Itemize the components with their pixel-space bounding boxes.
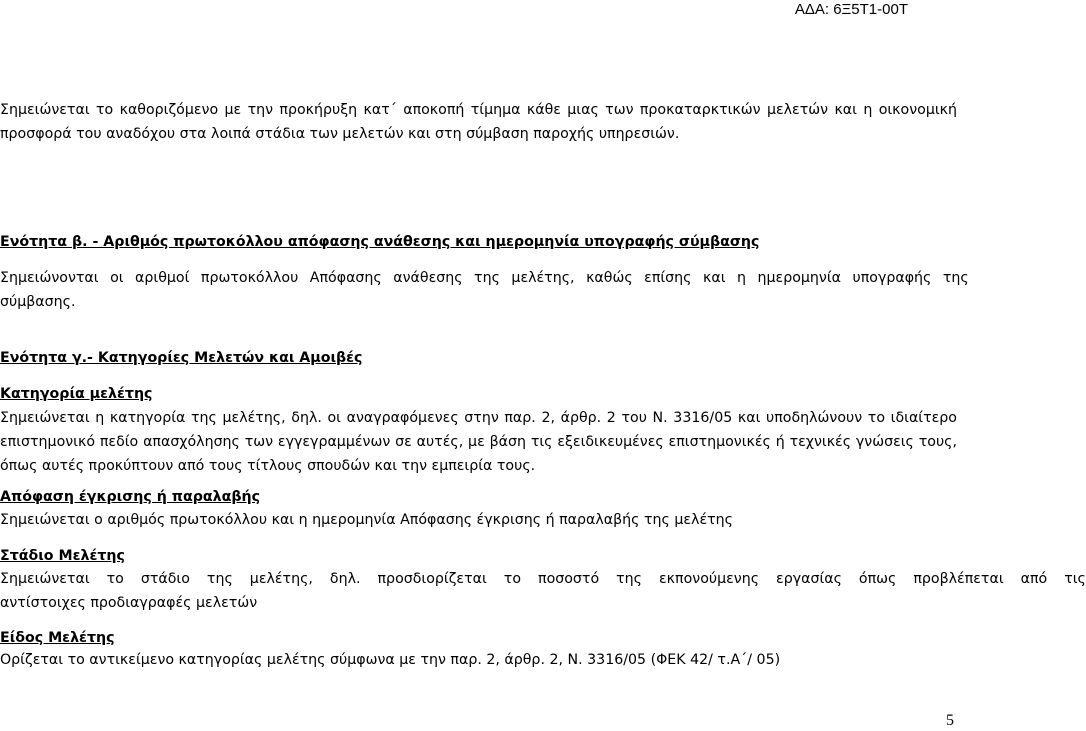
section-b-line-2: σύμβασης. [0, 294, 76, 310]
type-heading: Είδος Μελέτης [0, 630, 115, 646]
section-c-heading: Ενότητα γ.- Κατηγορίες Μελετών και Αμοιβές [0, 350, 363, 366]
stage-heading: Στάδιο Μελέτης [0, 548, 125, 564]
stage-paragraph [0, 567, 1086, 615]
page-number: 5 [946, 712, 954, 729]
section-b-line-1: Σημειώνονται οι αριθμοί πρωτοκόλλου Απόφασης ανάθεσης της μελέτης, καθώς επίσης και η ημερομηνία υπογραφής της [0, 270, 969, 286]
intro-paragraph: Σημειώνεται το καθοριζόμενο με την προκήρυξη κατ΄ αποκοπή τίμημα κάθε μιας των προκαταρκτικών μελετών και η οικονομική προσφορά του αναδόχου στα λοιπά στάδια των μελετών και στη σύμβαση παροχής υπηρεσιών. [0, 102, 957, 142]
stage-line-2: αντίστοιχες προδιαγραφές μελετών [0, 595, 258, 611]
type-paragraph: Ορίζεται το αντικείμενο κατηγορίας μελέτης σύμφωνα με την παρ. 2, άρθρ. 2, Ν. 3316/05 (ΦΕΚ 42/ τ.Α΄/ 05) [0, 652, 781, 668]
approval-paragraph: Σημειώνεται ο αριθμός πρωτοκόλλου και η ημερομηνία Απόφασης έγκρισης ή παραλαβής της μελέτης [0, 512, 733, 528]
category-paragraph: Σημειώνεται η κατηγορία της μελέτης, δηλ. οι αναγραφόμενες στην παρ. 2, άρθρ. 2 του Ν. 3316/05 και υποδηλώνουν το ιδιαίτερο επιστημονικό πεδίο απασχόλησης των εγγεγραμμένων σε αυτές, με βάση τις εξειδικευμένες επιστημονικές ή τεχνικές γνώσεις τους, όπως αυτές προκύπτουν από τους τίτλους σπουδών και την εμπειρία τους. [0, 410, 957, 474]
stage-line-1: Σημειώνεται το στάδιο της μελέτης, δηλ. προσδιορίζεται το ποσοστό της εκπονούμενης εργασίας όπως προβλέπεται από τις [0, 571, 1086, 587]
section-b-heading: Ενότητα β. - Αριθμός πρωτοκόλλου απόφασης ανάθεσης και ημερομηνία υπογραφής σύμβασης [0, 234, 760, 250]
approval-heading: Απόφαση έγκρισης ή παραλαβής [0, 489, 261, 505]
ada-code: ΑΔΑ: 6Ξ5Τ1-00Τ [794, 1, 908, 18]
category-heading: Κατηγορία μελέτης [0, 386, 153, 402]
section-b-paragraph [0, 266, 969, 314]
